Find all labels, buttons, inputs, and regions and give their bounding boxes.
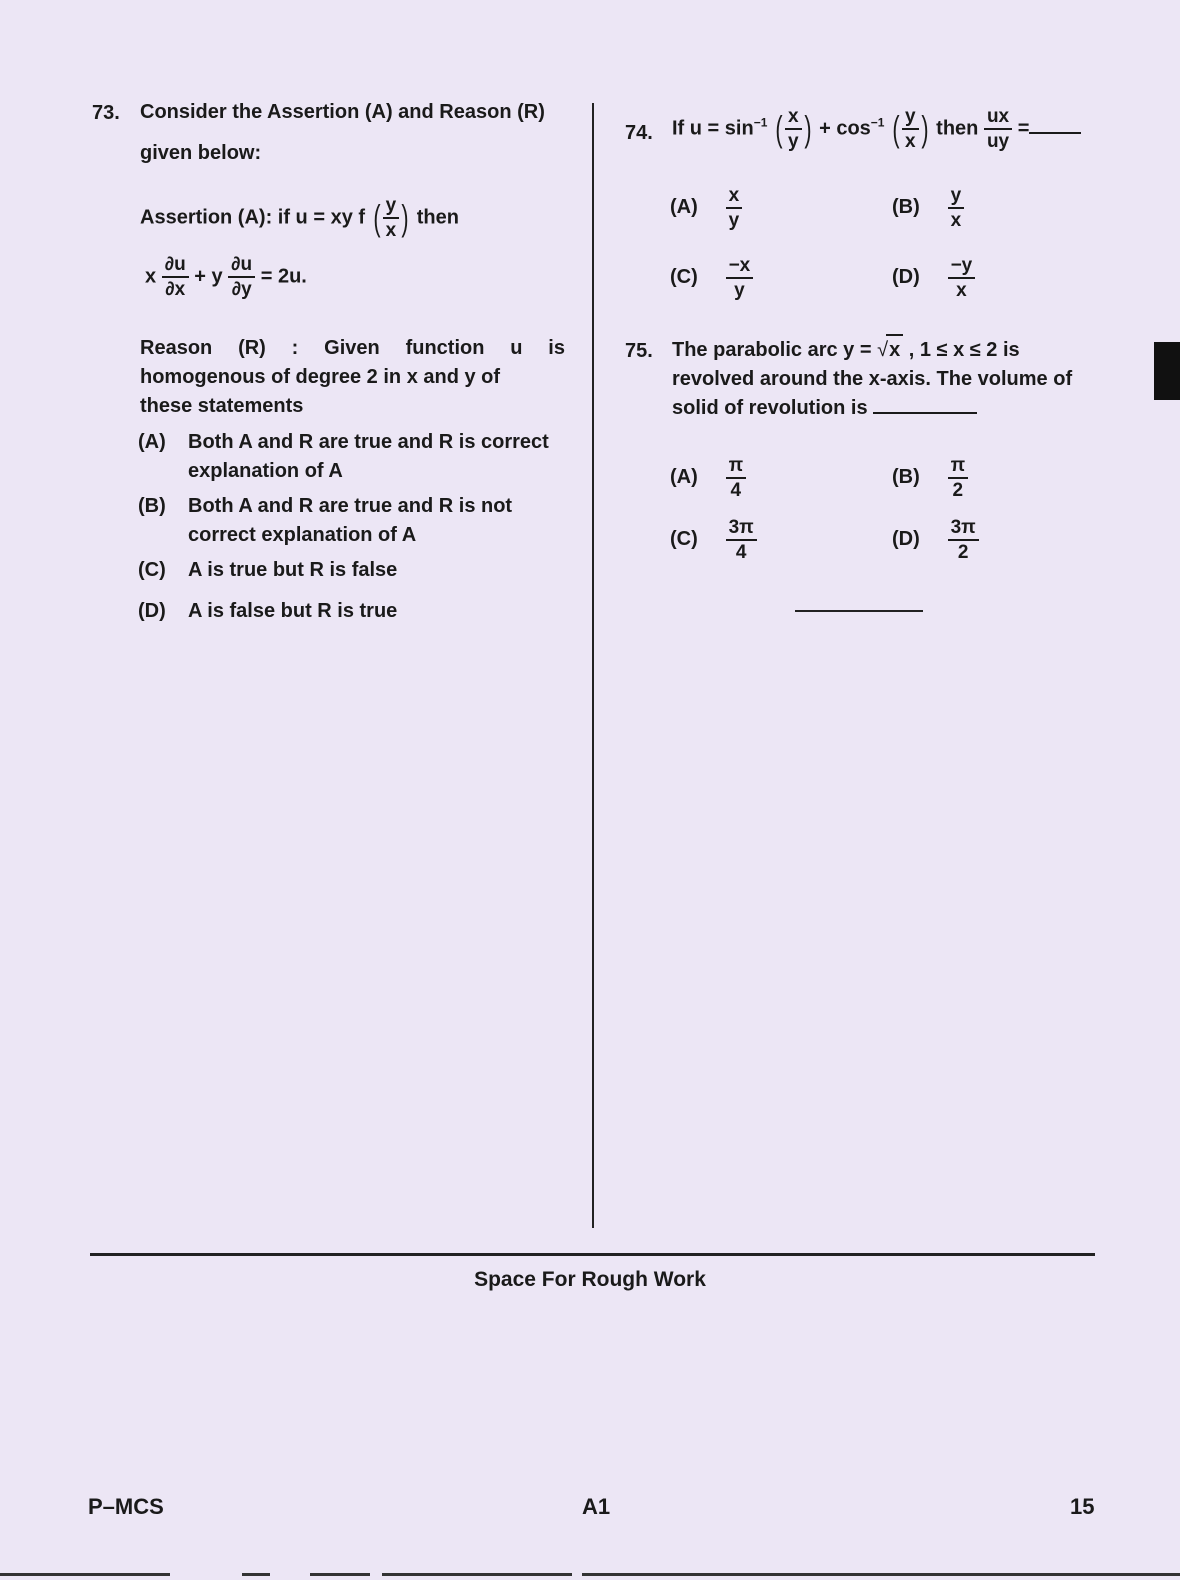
superscript: −1 (870, 115, 885, 130)
q74-option-b[interactable] (892, 186, 964, 230)
fraction-denominator: 4 (735, 542, 747, 563)
fraction-numerator: x (785, 107, 802, 130)
right-paren: ) (803, 108, 812, 149)
q74-number: 74. (625, 122, 653, 144)
page-number: 15 (1070, 1494, 1095, 1519)
fraction-numerator: −x (726, 256, 754, 279)
option-fraction (948, 186, 965, 230)
q73-option-a[interactable] (138, 428, 568, 486)
option-fraction (726, 256, 754, 300)
option-text: Both A and R are true and R is correct (188, 431, 549, 453)
scan-edge-line (582, 1573, 1180, 1576)
fraction-denominator: 2 (952, 480, 964, 501)
right-paren: ) (921, 108, 929, 149)
option-text-cont: correct explanation of A (188, 524, 417, 546)
partial-u-partial-x (162, 255, 189, 299)
option-label: (C) (138, 559, 166, 581)
q74-equals: = (1017, 117, 1030, 140)
fraction-numerator: π (948, 456, 969, 479)
q75-number: 75. (625, 340, 653, 362)
q74-option-a[interactable] (670, 186, 742, 230)
fraction-numerator: y (383, 196, 400, 219)
fraction-numerator: x (726, 186, 743, 209)
option-fraction (726, 456, 747, 500)
q74-fraction-2 (902, 107, 919, 151)
option-fraction (948, 456, 969, 500)
answer-blank (873, 412, 977, 414)
q74-option-c[interactable] (670, 256, 753, 300)
left-paren: ( (892, 108, 900, 149)
q74-fraction-3 (984, 107, 1012, 151)
q73-line1: Consider the Assertion (A) and Reason (R) (140, 101, 545, 123)
option-fraction (948, 256, 976, 300)
q74-then: then (936, 117, 979, 140)
option-text: A is true but R is false (188, 559, 398, 581)
q73-reason-line2: homogenous of degree 2 in x and y of (140, 366, 501, 388)
option-label: (C) (670, 266, 698, 289)
option-text: A is false but R is true (188, 600, 398, 622)
option-fraction (948, 518, 979, 562)
q73-line2: given below: (140, 142, 262, 164)
q75-line1 (672, 334, 1102, 365)
option-label: (A) (670, 196, 698, 219)
q73-assertion-suffix: then (416, 206, 459, 229)
fraction-numerator: 3π (726, 518, 757, 541)
rough-work-label: Space For Rough Work (474, 1268, 706, 1291)
option-label: (B) (892, 466, 920, 489)
scan-edge-line (242, 1573, 270, 1576)
footer-set: A1 (582, 1494, 611, 1519)
fraction-denominator: ∂y (231, 279, 252, 300)
option-label: (C) (670, 528, 698, 551)
q73-assertion-fraction (383, 196, 400, 240)
q73-option-b[interactable] (138, 492, 568, 550)
fraction-numerator: ux (984, 107, 1012, 130)
q75-option-c[interactable] (670, 518, 757, 562)
q75-option-a[interactable] (670, 456, 746, 500)
fraction-denominator: ∂x (165, 279, 186, 300)
left-paren: ( (775, 108, 783, 149)
q73-options (138, 428, 568, 626)
q75-line2: revolved around the x-axis. The volume of (672, 368, 1073, 390)
fraction-numerator: π (726, 456, 747, 479)
partial-u-partial-y (228, 255, 255, 299)
q74-option-d[interactable] (892, 256, 975, 300)
rough-work-divider (90, 1253, 1095, 1256)
option-text-cont: explanation of A (188, 460, 343, 482)
scan-edge-line (382, 1573, 572, 1576)
sqrt-icon: √ (877, 339, 889, 361)
q73-assertion (140, 196, 459, 240)
fraction-denominator: x (385, 220, 397, 241)
fraction-denominator: y (787, 131, 799, 152)
q74-prefix: If u = sin (672, 117, 754, 140)
fraction-numerator: y (948, 186, 965, 209)
q73-reason-line1: Reason (R) : Given function u is (140, 337, 565, 359)
scan-edge-line (310, 1573, 370, 1576)
fraction-denominator: x (956, 280, 967, 301)
sqrt-argument: x (886, 334, 903, 365)
option-label: (B) (138, 495, 166, 517)
q73-reason (140, 334, 565, 421)
q74-plus-cos: + cos (819, 117, 871, 140)
fraction-numerator: −y (948, 256, 976, 279)
q75-line1-b: , 1 ≤ x ≤ 2 is (908, 339, 1020, 361)
scan-edge-line (0, 1573, 170, 1576)
option-text: Both A and R are true and R is not (188, 495, 513, 517)
q74-fraction-1 (785, 107, 802, 151)
q73-equation (145, 255, 307, 299)
answer-blank (1029, 132, 1081, 134)
eq-result: = 2u. (260, 265, 307, 288)
q73-stem (140, 98, 570, 168)
q75-line3 (672, 394, 1102, 423)
eq-x: x (145, 265, 157, 288)
fraction-numerator: y (902, 107, 919, 130)
q74-stem (672, 107, 1081, 151)
fraction-denominator: 2 (957, 542, 969, 563)
eq-plus-y: + y (194, 265, 223, 288)
q75-stem (672, 334, 1102, 423)
q75-line1-a: The parabolic arc y = (672, 339, 872, 361)
fraction-numerator: 3π (948, 518, 979, 541)
option-fraction (726, 518, 757, 562)
right-paren: ) (401, 197, 409, 238)
end-rule (795, 610, 923, 612)
fraction-denominator: uy (986, 131, 1010, 152)
left-paren: ( (372, 197, 381, 238)
fraction-denominator: y (734, 280, 745, 301)
q73-number: 73. (92, 102, 120, 124)
q75-line3-text: solid of revolution is (672, 397, 868, 419)
option-label: (D) (138, 600, 166, 622)
option-label: (A) (138, 431, 166, 453)
option-label: (A) (670, 466, 698, 489)
option-label: (D) (892, 528, 920, 551)
option-fraction (726, 186, 743, 230)
column-divider (592, 103, 594, 1228)
registration-mark (1154, 342, 1180, 400)
option-label: (B) (892, 196, 920, 219)
fraction-denominator: 4 (730, 480, 742, 501)
q73-reason-line3: these statements (140, 395, 304, 417)
q73-assertion-prefix: Assertion (A): if u = xy f (140, 206, 366, 229)
footer-code: P–MCS (88, 1494, 164, 1519)
option-label: (D) (892, 266, 920, 289)
fraction-denominator: x (950, 210, 962, 231)
superscript: −1 (753, 115, 768, 130)
fraction-numerator: ∂u (162, 255, 189, 278)
fraction-denominator: x (905, 131, 916, 152)
fraction-numerator: ∂u (228, 255, 255, 278)
q73-option-c[interactable] (138, 556, 568, 585)
q75-option-d[interactable] (892, 518, 979, 562)
fraction-denominator: y (728, 210, 740, 231)
q75-option-b[interactable] (892, 456, 968, 500)
q73-option-d[interactable] (138, 597, 568, 626)
